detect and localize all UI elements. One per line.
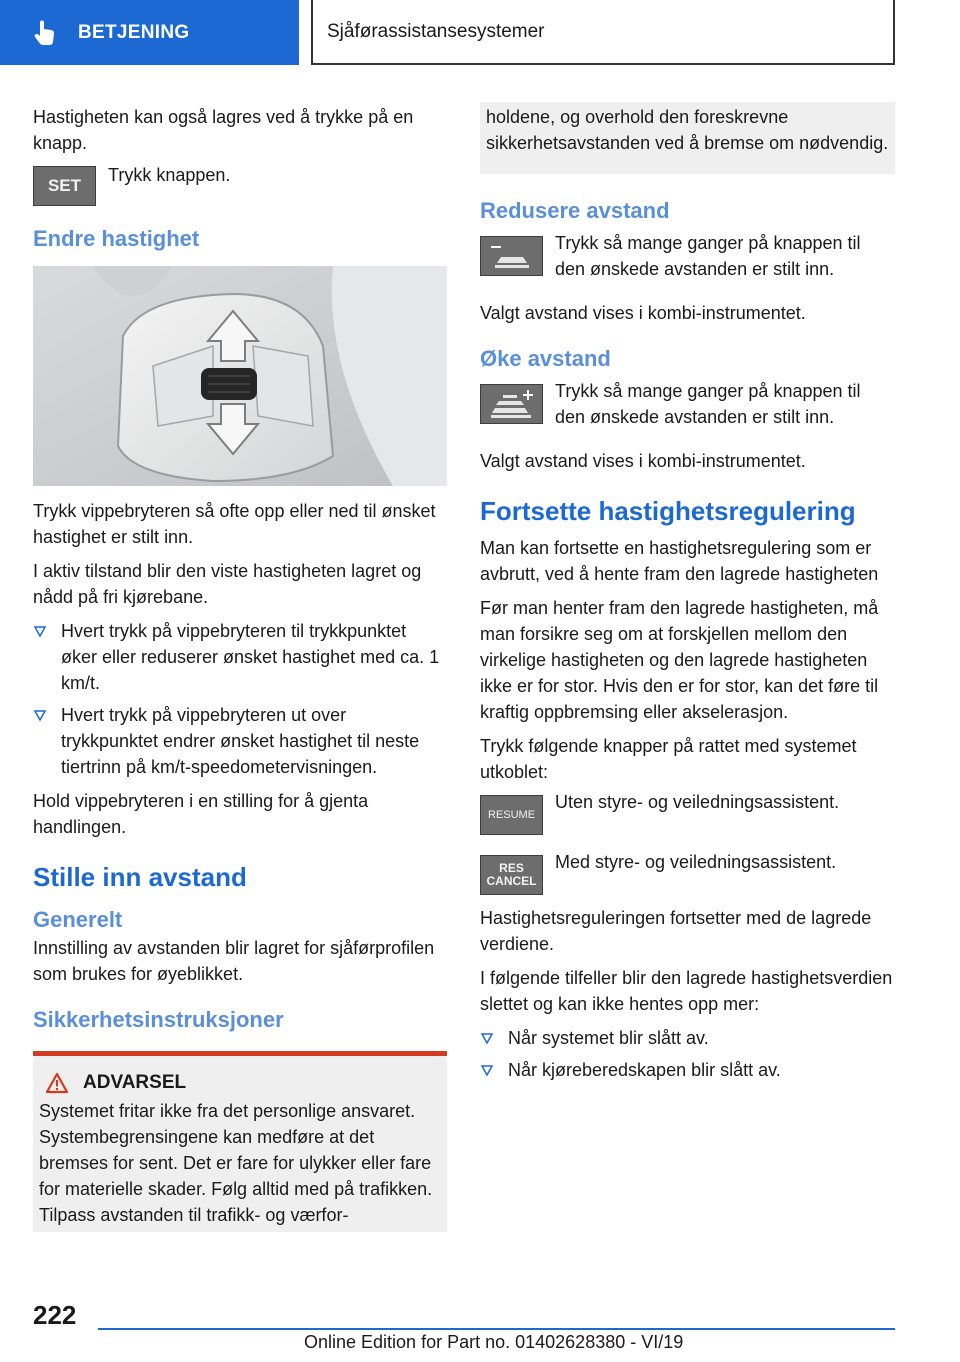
section-label: BETJENING: [78, 21, 190, 43]
heading-continue-cruise: Fortsette hastighetsregulering: [480, 496, 856, 526]
heading-safety: Sikkerhetsinstruksjoner: [33, 1007, 284, 1032]
warning-title: [39, 1072, 441, 1094]
reduce-distance-text: Trykk så mange ganger på knappen til den ønskede avstanden er stilt inn.: [555, 233, 861, 279]
paragraph-hold: Hold vippebryteren i en stilling for å gjenta handlingen.: [33, 791, 369, 837]
paragraph-shown-2: Valgt avstand vises i kombi-instrumentet.: [480, 451, 806, 471]
list-item: [480, 1025, 895, 1051]
increase-distance-row: [480, 382, 895, 438]
distance-minus-icon: [480, 236, 543, 276]
footer-edition: Online Edition for Part no. 01402628380 - VI/19: [304, 1332, 684, 1352]
rescancel-icon-line2: CANCEL: [486, 874, 537, 888]
hand-pointer-icon: [30, 18, 60, 48]
heading-reduce-distance: Redusere avstand: [480, 198, 670, 223]
page-number: 222: [33, 1300, 77, 1330]
section-tab[interactable]: [0, 0, 299, 65]
triangle-bullet-icon: [480, 1031, 494, 1045]
paragraph-rocker: Trykk vippebryteren så ofte opp eller ned til ønsket hastighet er stilt inn.: [33, 501, 436, 547]
list-item: [480, 1057, 895, 1083]
right-column: [480, 102, 895, 1091]
resume-button-icon: [480, 795, 543, 835]
reduce-distance-row: [480, 234, 895, 290]
list-item: [33, 618, 447, 696]
heading-change-speed: Endre hastighet: [33, 226, 200, 251]
paragraph-continue-2: Før man henter fram den lagrede hastigheten, må man forsikre seg om at forskjellen mellom den virkelige hastigheten og den lagrede hastigheten ikke er for stor. Hvis den er for stor, kan det føre til kraftig oppbremsing eller akselerasjon.: [480, 598, 879, 722]
paragraph-active-state: I aktiv tilstand blir den viste hastigheten lagret og nådd på fri kjørebane.: [33, 561, 422, 607]
warning-text-continued: holdene, og overhold den foreskrevne sikkerhetsavstanden ved å bremse om nødvendig.: [486, 107, 889, 153]
set-button-row: [33, 164, 447, 206]
rescancel-button-text: Med styre- og veiledningsassistent.: [555, 852, 837, 872]
paragraph-continue-3: Trykk følgende knapper på rattet med systemet utkoblet:: [480, 736, 857, 782]
chapter-title: Sjåførassistansesystemer: [327, 20, 545, 42]
resume-button-text: Uten styre- og veiledningsassistent.: [555, 792, 840, 812]
increase-distance-text: Trykk så mange ganger på knappen til den ønskede avstanden er stilt inn.: [555, 381, 861, 427]
paragraph-shown-1: Valgt avstand vises i kombi-instrumentet.: [480, 303, 806, 323]
warning-text: Systemet fritar ikke fra det personlige ansvaret. Systembegrensingene kan medføre at det bremses for sent. Det er fare for ulykker eller fare for materielle skader. Følg alltid med på trafikken. Tilpass avstanden til trafikk- og værfor-: [39, 1101, 433, 1225]
bullet-list-speed: [33, 618, 447, 780]
triangle-bullet-icon: [480, 1063, 494, 1077]
warning-box-continued: [480, 102, 895, 174]
rescancel-button-row: [480, 853, 895, 895]
left-column: [33, 104, 447, 1232]
list-item-text: Når systemet blir slått av.: [508, 1028, 709, 1048]
set-button-icon: [33, 166, 96, 206]
list-item-text: Hvert trykk på vippebryteren ut over trykkpunktet endrer ønsket hastighet til neste tiertrinn på km/t-speedometervisningen.: [61, 705, 420, 777]
warning-box: [33, 1051, 447, 1232]
steering-wheel-rocker-image: [33, 266, 447, 486]
paragraph-continue-5: I følgende tilfeller blir den lagrede hastighetsverdien slettet og kan ikke hentes opp mer:: [480, 968, 893, 1014]
resume-button-row: [480, 793, 895, 835]
paragraph-save-speed: Hastigheten kan også lagres ved å trykke på en knapp.: [33, 107, 414, 153]
rescancel-icon-line1: RES: [499, 861, 524, 875]
list-item-text: Når kjøreberedskapen blir slått av.: [508, 1060, 781, 1080]
chapter-header: [311, 0, 895, 65]
warning-triangle-icon: [45, 1072, 69, 1094]
heading-set-distance: Stille inn avstand: [33, 862, 247, 892]
resume-button-icon-label: RESUME: [487, 809, 536, 821]
triangle-bullet-icon: [33, 624, 47, 638]
paragraph-continue-1: Man kan fortsette en hastighetsregulering som er avbrutt, ved å hente fram den lagrede hastigheten: [480, 538, 879, 584]
list-item: [33, 702, 447, 780]
set-button-icon-label: SET: [47, 176, 82, 195]
triangle-bullet-icon: [33, 708, 47, 722]
paragraph-general: Innstilling av avstanden blir lagret for sjåførprofilen som brukes for øyeblikket.: [33, 938, 435, 984]
distance-bars-plus-icon: [487, 389, 537, 419]
distance-plus-icon: [480, 384, 543, 424]
set-button-text: Trykk knappen.: [108, 165, 231, 185]
heading-increase-distance: Øke avstand: [480, 346, 611, 371]
distance-bars-minus-icon: [487, 241, 537, 271]
bullet-list-clear: [480, 1025, 895, 1083]
list-item-text: Hvert trykk på vippebryteren til trykkpunktet øker eller reduserer ønsket hastighet med ca. 1 km/t.: [61, 621, 440, 693]
paragraph-continue-4: Hastighetsreguleringen fortsetter med de lagrede verdiene.: [480, 908, 872, 954]
warning-title-label: ADVARSEL: [83, 1072, 187, 1093]
rescancel-button-icon: [480, 855, 543, 895]
footer-divider: [98, 1328, 895, 1330]
heading-general: Generelt: [33, 907, 123, 932]
